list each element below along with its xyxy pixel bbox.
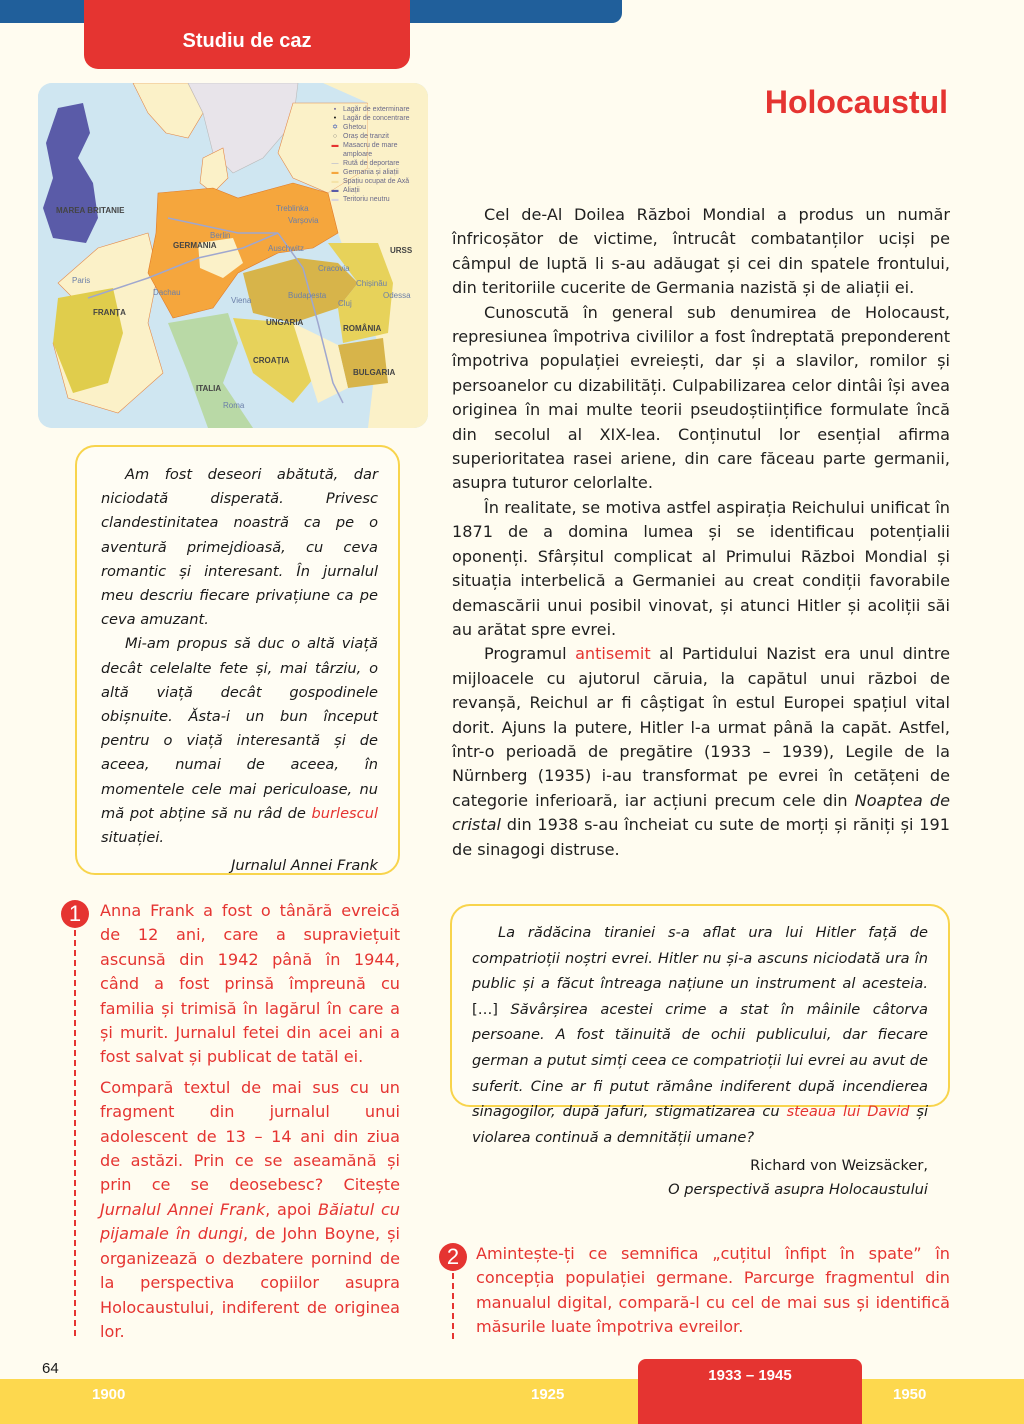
map-city: Paris bbox=[72, 276, 91, 285]
paragraph: Cunoscută în general sub denumirea de Holocaust, represiunea împotriva civililor a fost îndreptată preponderent împotriva populației evreiești, dar și a slavilor, romilor și persoanelor cu dizabilități. Culpabilizarea celor dintâi își avea originea în mai multe teorii pseudoștiințifice formulate încă din secolul al XIX-lea. Conținutul lor esențial afirma superioritatea rasei ariene, din care făceau parte germanii, asupra tuturor celorlalte. bbox=[452, 302, 950, 493]
map-city: Varșovia bbox=[288, 216, 319, 225]
task-number-badge: 1 bbox=[61, 900, 89, 928]
concentration-camp-icon: • bbox=[333, 115, 337, 122]
map-city: Roma bbox=[223, 401, 245, 410]
star-of-david-icon: ✡ bbox=[332, 124, 338, 131]
main-text bbox=[452, 203, 950, 862]
timeline-year: 1900 bbox=[92, 1386, 126, 1403]
page-title: Holocaustul bbox=[764, 84, 948, 120]
section-label bbox=[84, 0, 410, 69]
legend-item: ▬ Aliații bbox=[331, 187, 360, 194]
legend-item: ○ Oraș de tranzit bbox=[330, 132, 426, 141]
allies-swatch: ▬ bbox=[331, 187, 339, 194]
quote-author: Richard von Weizsäcker, bbox=[750, 1157, 928, 1175]
legend-item: ▪ Lagăr de exterminare bbox=[330, 105, 426, 114]
legend-item: ▬ Masacru de mare amploare bbox=[331, 142, 398, 158]
map-label: FRANȚA bbox=[93, 308, 126, 317]
map-city: Odessa bbox=[383, 291, 411, 300]
legend-item: • Lagăr de concentrare bbox=[330, 114, 426, 123]
quote-text bbox=[101, 463, 378, 850]
task-number-badge: 2 bbox=[439, 1243, 467, 1271]
map-city: Viena bbox=[231, 296, 252, 305]
quote-work: O perspectivă asupra Holocaustului bbox=[668, 1181, 928, 1199]
task-dashed-line bbox=[74, 930, 76, 1336]
paragraph: În realitate, se motiva astfel aspirația Reichului unificat în 1871 de a domina lumea și se identificau potențialii oponenți. Sfârșitul complicat al Primului Război Mondial și situația interbelică a Germaniei au creat condiții favorabile demascării unui posibil vinovat, și atunci Hitler și acoliții săi au arătat spre evrei. bbox=[452, 497, 950, 639]
map-city: Chișinău bbox=[356, 279, 388, 288]
map-label: MAREA BRITANIE bbox=[56, 206, 125, 215]
map-city: Auschwitz bbox=[268, 244, 305, 253]
extermination-camp-icon: ▪ bbox=[333, 106, 337, 113]
quote-paragraph: Mi-am propus să duc o altă viață decât celelalte fete și, mai târziu, o altă viață decât gospodinele obișnuite. Ăsta-i un bun început pentru o viață interesantă și de aceea, numai de aceea, în momentele cele mai periculoase, nu mă pot abține să nu râd de burlescul situației. bbox=[101, 635, 378, 847]
glossary-term-steaua-lui-david[interactable]: steaua lui David bbox=[786, 1103, 910, 1121]
paragraph: Programul antisemit al Partidului Nazist era unul dintre mijloacele cu ajutorul căruia, la capătul unui război de revanșă, Reichul ar fi câștigat în estul Europei spațiul vital dorit. Ajuns la putere, Hitler l-a urmat până la capăt. Astfel, într-o perioadă de pregătire (1933 – 1939), Legile de la Nürnberg (1935) i-au transformat pe evrei în cetățeni de categorie inferioară, iar acțiuni precum cele din Noaptea de cristal din 1938 s-au încheiat cu sute de morți și răniți și 191 de sinagogi distruse. bbox=[452, 644, 950, 859]
map-legend bbox=[330, 105, 426, 204]
anne-frank-quote-box bbox=[75, 445, 400, 875]
task-paragraph: Anna Frank a fost o tânără evreică de 12 ani, care a supraviețuit ascunsă din 1942 până în 1944, când a fost prinsă împreună cu familia și trimisă în lagărul în care a și murit. Jurnalul fetei din acei ani a fost salvat și publicat de tatăl ei. bbox=[100, 901, 400, 1067]
task-paragraph: Amintește-ți ce semnifica „cuțitul înfipt în spate” în concepția populației germane. Parcurge fragmentul din manualul digital, compară-l cu cel de mai sus și identifică măsurile luate împotriva evreilor. bbox=[476, 1244, 950, 1337]
page-number: 64 bbox=[42, 1360, 59, 1377]
massacre-icon: ▬ bbox=[331, 142, 339, 149]
map-city: Dachau bbox=[153, 288, 181, 297]
task-dashed-line bbox=[452, 1273, 454, 1339]
map-label: BULGARIA bbox=[353, 368, 396, 377]
map-city: Budapesta bbox=[288, 291, 327, 300]
quote-paragraph: La rădăcina tiraniei s-a aflat ura lui Hitler față de compatrioții noștri evrei. Hitler nu și-a ascuns niciodată ura în public și a făcut întreaga națiune un instrument al acesteia. […] Săvârșirea acestei crime a stat în mâinile câtorva persoane. A fost tăinuită de ochii publicului, dar fiecare german a putut simți ceea ce compatrioții lui evrei au avut de suferit. Cine ar fi putut rămâne indiferent după incendierea sinagogilor, după jafuri, stigmatizarea cu steaua lui David și violarea continuă a demnității umane? bbox=[472, 924, 928, 1146]
map-label: ITALIA bbox=[196, 384, 222, 393]
timeline-year: 1925 bbox=[531, 1386, 565, 1403]
map-city: Berlin bbox=[210, 231, 231, 240]
task-1 bbox=[100, 899, 400, 1344]
route-line-icon: — bbox=[331, 160, 339, 167]
map-label: ROMÂNIA bbox=[343, 324, 382, 333]
weizsacker-quote-box bbox=[450, 904, 950, 1199]
glossary-term-antisemit[interactable]: antisemit bbox=[575, 644, 651, 664]
legend-item: ▬ Spațiu ocupat de Axă bbox=[331, 178, 410, 185]
transit-city-icon: ○ bbox=[332, 133, 338, 140]
map-label: UNGARIA bbox=[266, 318, 304, 327]
timeline-bar bbox=[0, 1379, 1024, 1424]
map-label: GERMANIA bbox=[173, 241, 217, 250]
timeline-current-period: 1933 – 1945 bbox=[638, 1359, 862, 1424]
map-city: Treblinka bbox=[276, 204, 309, 213]
task-2 bbox=[476, 1242, 950, 1340]
task-paragraph: Compară textul de mai sus cu un fragment din jurnalul unui adolescent de 13 – 14 ani din ziua de astăzi. Prin ce se aseamănă și prin ce se deosebesc? Citește Jurnalul Annei Frank, apoi Băiatul cu pijamale în dungi, de John Boyne, și organizează o dezbatere pornind de la perspectiva copiilor asupra Holocaustului, indiferent de originea lor. bbox=[100, 1077, 400, 1341]
map-label: URSS bbox=[390, 246, 413, 255]
legend-item: — Rută de deportare bbox=[331, 160, 400, 167]
paragraph: Cel de-Al Doilea Război Mondial a produs un număr înfricoșător de victime, întrucât combatanților uciși pe câmpul de luptă li s-au adăugat și cei din spatele frontului, din teritoriile cucerite de Germania nazistă și de aliații ei. bbox=[452, 205, 950, 298]
neutral-swatch: ▬ bbox=[331, 196, 339, 203]
legend-item: ✡ Ghetou bbox=[330, 123, 426, 132]
section-label-text: Studiu de caz bbox=[182, 30, 312, 52]
map-label: CROAȚIA bbox=[253, 356, 290, 365]
quote-paragraph: Am fost deseori abătută, dar niciodată disperată. Privesc clandestinitatea noastră ca pe o aventură primejdioasă, cu ceva romantic și interesant. În jurnalul meu descriu fiecare privațiune ca pe ceva amuzant. bbox=[101, 466, 378, 629]
quote-text bbox=[472, 920, 928, 1150]
holocaust-map bbox=[38, 83, 428, 428]
map-city: Cracovia bbox=[318, 264, 350, 273]
timeline-year: 1950 bbox=[893, 1386, 927, 1403]
legend-item: ▬ Germania și aliații bbox=[331, 169, 399, 176]
glossary-term-burlescul[interactable]: burlescul bbox=[311, 804, 378, 822]
axis-occupied-swatch: ▬ bbox=[331, 178, 339, 185]
map-city: Cluj bbox=[338, 299, 352, 308]
quote-source: Jurnalul Annei Frank bbox=[231, 857, 378, 875]
germany-allies-swatch: ▬ bbox=[331, 169, 339, 176]
legend-item: ▬ Teritoriu neutru bbox=[331, 196, 390, 203]
